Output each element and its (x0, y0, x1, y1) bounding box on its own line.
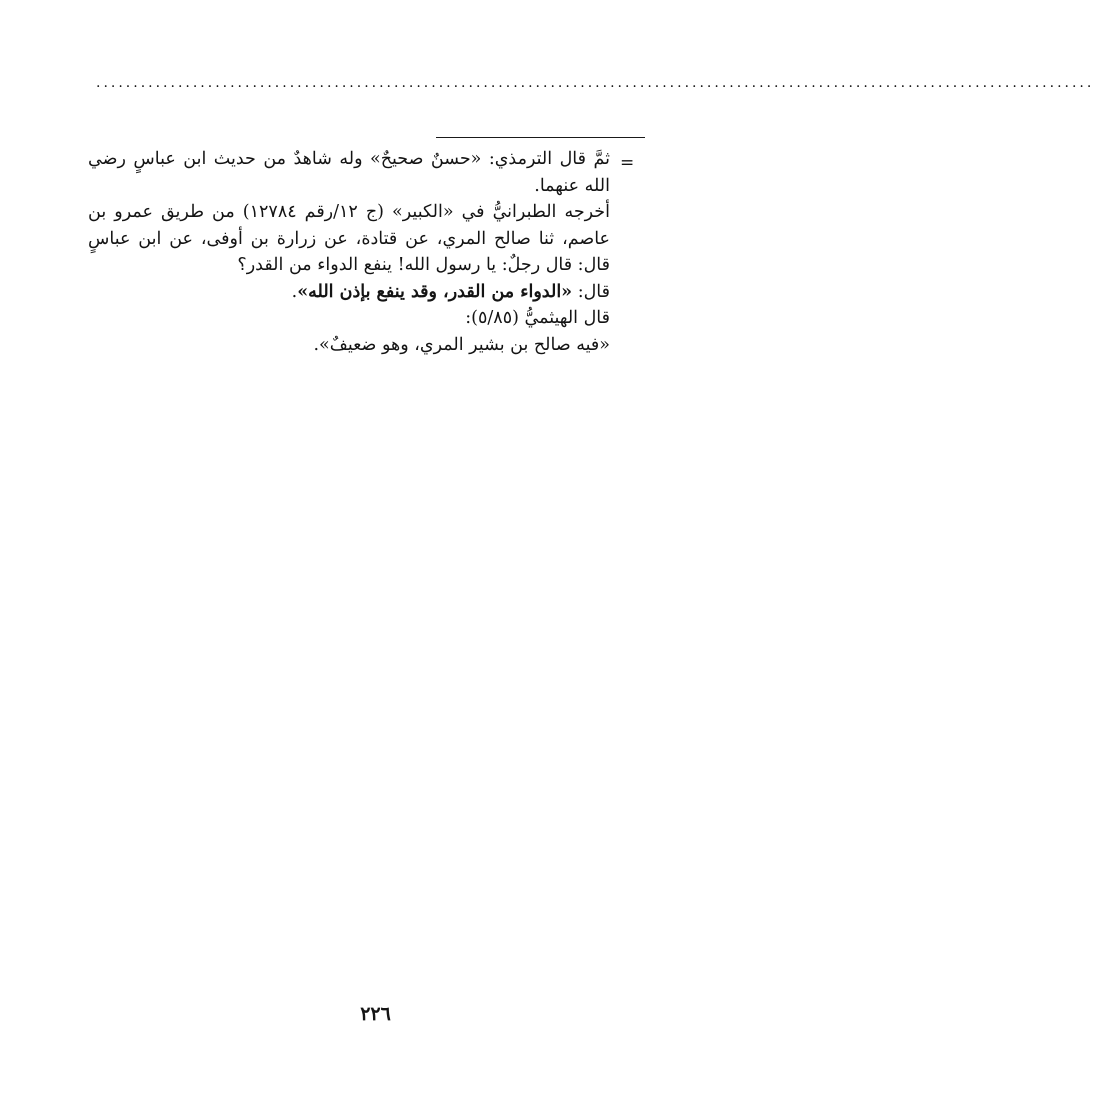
hadith-answer-quote: «الدواء من القدر، وقد ينفع بإذن الله» (297, 281, 573, 302)
footnote-paragraph-answer (88, 279, 610, 306)
footnote-continuation-mark: = (620, 153, 635, 173)
footnote-text (88, 146, 610, 358)
footnote-paragraph-tirmidhi: ثمَّ قال الترمذي: «حسنٌ صحيحٌ» وله شاهدٌ من حديث ابن عباسٍ رضي الله عنهما. (88, 149, 610, 196)
footnote-paragraph-haythami-quote: «فيه صالح بن بشير المري، وهو ضعيفٌ». (313, 334, 610, 355)
footnote-paragraph-tabarani: أخرجه الطبرانيُّ في «الكبير» (ج ١٢/رقم ١٢٧٨٤) من طريق عمرو بن عاصم، ثنا صالح المري، عن قتادة، عن زرارة بن أوفى، عن ابن عباسٍ قال: قال رجلٌ: يا رسول الله! ينفع الدواء من القدر؟ (88, 202, 610, 275)
footnote-paragraph-haythami: قال الهيثميُّ (٥/٨٥): (465, 308, 610, 328)
answer-prefix: قال: (572, 281, 610, 302)
footnote-separator-rule (436, 137, 645, 138)
dotted-separator: ...................................................................................................................................... (96, 75, 1094, 91)
page-number: ٢٢٦ (360, 1003, 391, 1025)
answer-suffix: . (291, 281, 298, 302)
